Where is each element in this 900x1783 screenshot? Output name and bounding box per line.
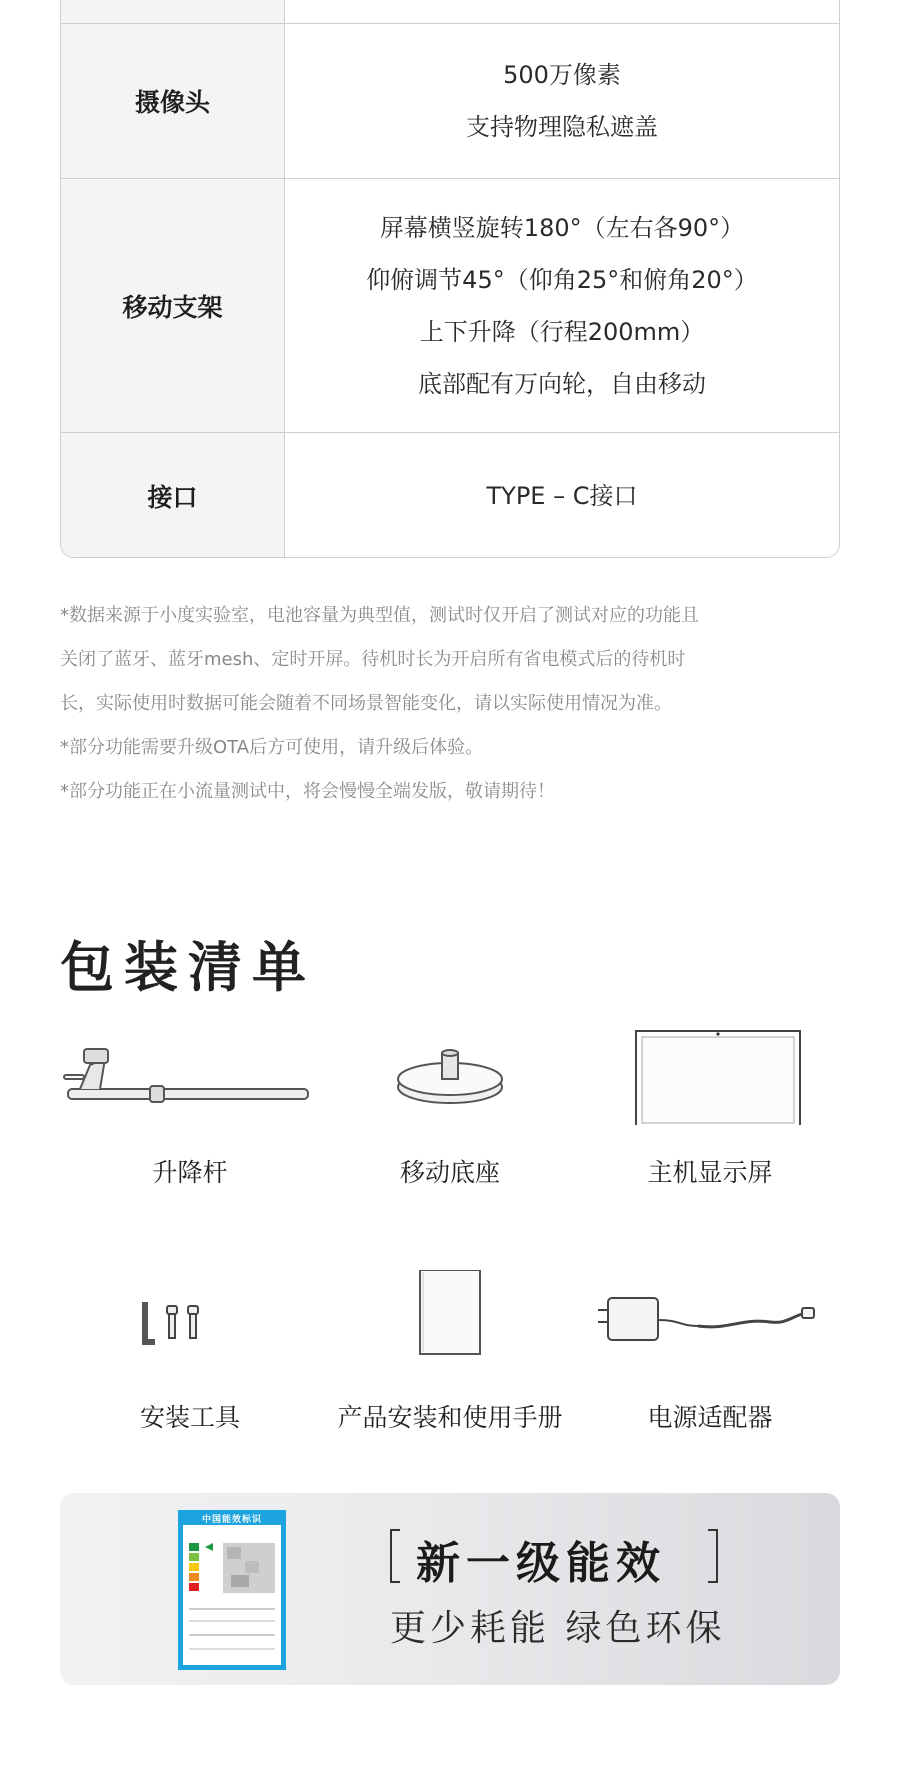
spec-table xyxy=(60,0,840,558)
energy-subline: 更少耗能 绿色环保 xyxy=(390,1608,726,1649)
spec-value: TYPE – C接口 xyxy=(486,482,638,510)
energy-headline: 新一级能效 xyxy=(416,1538,666,1589)
display-screen-icon xyxy=(580,1015,840,1125)
footnotes xyxy=(60,594,850,814)
mobile-base-icon xyxy=(320,1015,580,1125)
energy-efficiency-banner xyxy=(60,1493,840,1685)
spec-value: 支持物理隐私遮盖 xyxy=(466,113,658,141)
spec-value: 500万像素 xyxy=(503,61,621,89)
package-item xyxy=(320,1270,580,1440)
spec-row-stand xyxy=(61,179,839,433)
spec-label: 摄像头 xyxy=(61,24,285,178)
package-item-label: 产品安装和使用手册 xyxy=(337,1403,563,1432)
footnote-line: *数据来源于小度实验室，电池容量为典型值，测试时仅开启了测试对应的功能且 xyxy=(60,605,699,626)
bracket-left xyxy=(390,1529,400,1583)
footnote-line: 长，实际使用时数据可能会随着不同场景智能变化，请以实际使用情况为准。 xyxy=(60,693,672,714)
spec-value: 上下升降（行程200mm） xyxy=(419,317,705,346)
package-item xyxy=(320,1015,580,1195)
spec-value: 屏幕横竖旋转180°（左右各90°） xyxy=(379,213,745,242)
footnote-line: *部分功能需要升级OTA后方可使用，请升级后体验。 xyxy=(60,737,484,758)
spec-row-port xyxy=(61,433,839,558)
install-tools-icon xyxy=(60,1270,320,1380)
power-adapter-icon xyxy=(580,1270,840,1380)
spec-values xyxy=(285,24,839,178)
package-item-label: 移动底座 xyxy=(399,1158,500,1187)
footnote-line: *部分功能正在小流量测试中，将会慢慢全端发版，敬请期待！ xyxy=(60,781,555,802)
spec-label-empty xyxy=(61,0,285,23)
energy-label-card xyxy=(178,1510,286,1670)
package-item-label: 升降杆 xyxy=(152,1158,228,1187)
package-item-label: 电源适配器 xyxy=(647,1403,773,1432)
bracket-right xyxy=(708,1529,718,1583)
package-item xyxy=(580,1015,840,1195)
spec-value: 底部配有万向轮，自由移动 xyxy=(418,369,706,398)
package-item-label: 安装工具 xyxy=(139,1403,240,1432)
energy-label-title: 中国能效标识 xyxy=(201,1515,262,1525)
spec-values xyxy=(285,433,839,558)
spec-value: 仰俯调节45°（仰角25°和俯角20°） xyxy=(366,265,758,294)
footnote-line: 关闭了蓝牙、蓝牙mesh、定时开屏。待机时长为开启所有省电模式后的待机时 xyxy=(60,649,686,670)
spec-label: 接口 xyxy=(61,433,285,558)
energy-label-body xyxy=(183,1525,281,1665)
spec-label: 移动支架 xyxy=(61,179,285,432)
spec-values xyxy=(285,179,839,432)
spec-row-partial xyxy=(61,0,839,24)
package-list-title: 包装清单 xyxy=(60,936,316,999)
package-item xyxy=(60,1015,320,1195)
manual-booklet-icon xyxy=(320,1270,580,1380)
package-item-label: 主机显示屏 xyxy=(647,1158,773,1187)
spec-row-camera xyxy=(61,24,839,179)
lift-pole-icon xyxy=(60,1015,320,1125)
package-item xyxy=(60,1270,320,1440)
package-item xyxy=(580,1270,840,1440)
